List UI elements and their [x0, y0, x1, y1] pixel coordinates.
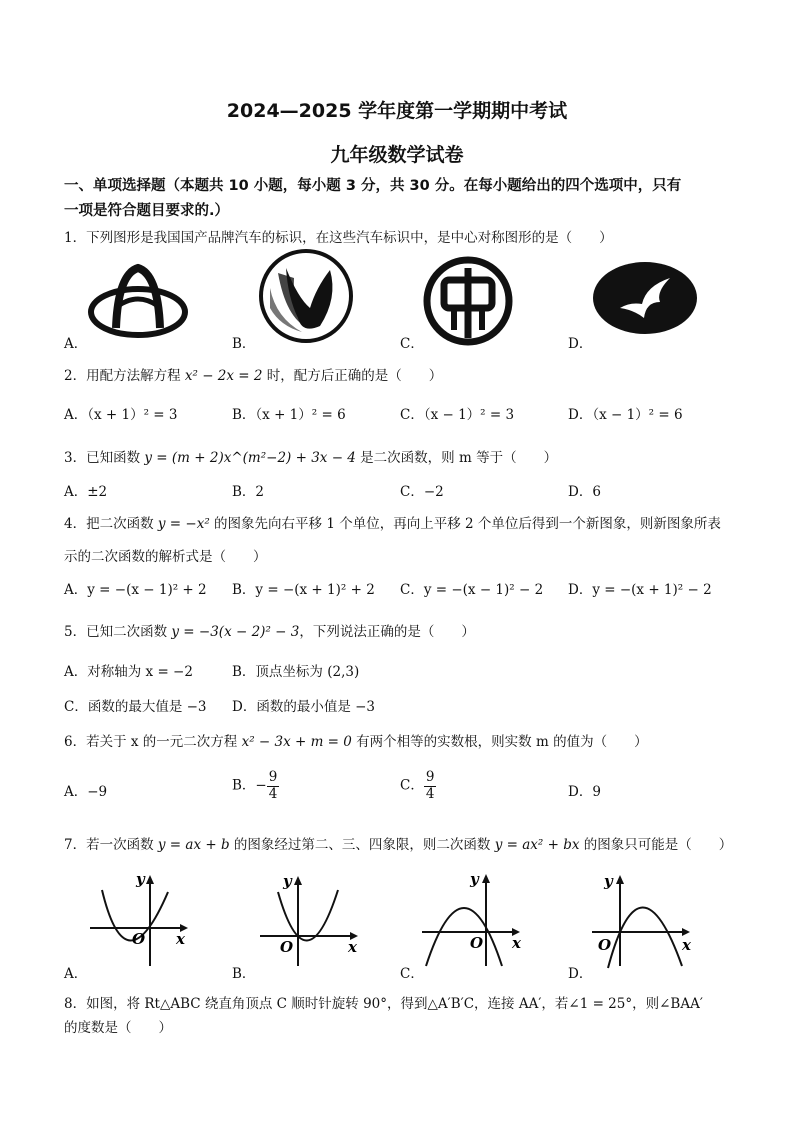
- q7-a-origin-label: O: [132, 930, 146, 948]
- q3-equation: y = (m + 2)x^(m²−2) + 3x − 4: [144, 450, 356, 466]
- q4-option-d: D．y = −(x + 1)² − 2: [568, 582, 712, 598]
- q6-option-b-label: B．−: [232, 777, 267, 794]
- section-heading-line2: 一项是符合题目要求的.）: [64, 203, 230, 219]
- q7-option-a-label: A．: [64, 966, 88, 982]
- q7-equation-2: y = ax² + bx: [494, 837, 580, 853]
- q2-option-b: B．（x + 1）² = 6: [232, 407, 346, 423]
- q7-c-origin-label: O: [470, 934, 484, 952]
- logo-a-icon: [88, 262, 188, 342]
- q7-graph-a: [88, 870, 198, 970]
- q2-suffix: 时，配方后正确的是（ ）: [262, 368, 443, 384]
- q2-prefix: 2．用配方法解方程: [64, 368, 185, 384]
- q7-option-c-label: C．: [400, 966, 424, 982]
- question-4-line1: [64, 512, 721, 532]
- q3-option-c: C．−2: [400, 484, 444, 500]
- q6-option-c-fraction: [424, 770, 437, 802]
- q2-option-d: D．（x − 1）² = 6: [568, 407, 683, 423]
- q6-option-b-fraction: [267, 770, 280, 802]
- q7-a-x-label: x: [176, 930, 185, 948]
- q1-option-c-label: C．: [400, 336, 424, 352]
- section-heading-line1: 一、单项选择题（本题共 10 小题，每小题 3 分，共 30 分。在每小题给出的四个选项中，只有: [64, 178, 682, 194]
- q3-option-a: A．±2: [64, 484, 108, 500]
- q2-equation: x² − 2x = 2: [184, 368, 263, 384]
- question-4-line2: 示的二次函数的解析式是（ ）: [64, 549, 267, 565]
- q3-option-d: D．6: [568, 484, 601, 500]
- q7-graph-d: [590, 870, 700, 970]
- q1-option-a-label: A．: [64, 336, 88, 352]
- q5-option-a: A．对称轴为 x = −2: [64, 664, 193, 680]
- question-3: [64, 446, 557, 466]
- q7-a-y-label: y: [136, 870, 145, 888]
- q7-d-x-label: x: [682, 936, 691, 954]
- q3-suffix: 是二次函数，则 m 等于（ ）: [355, 450, 558, 466]
- q4-suffix: 的图象先向右平移 1 个单位，再向上平移 2 个单位后得到一个新图象，则新图象所表: [209, 516, 721, 532]
- q7-prefix: 7．若一次函数: [64, 837, 158, 853]
- q6-suffix: 有两个相等的实数根，则实数 m 的值为（ ）: [351, 734, 648, 750]
- question-6: [64, 730, 648, 750]
- question-8-line1: 8．如图，将 Rt△ABC 绕直角顶点 C 顺时针旋转 90°，得到△A′B′C，连接 AA′，若∠1 = 25°，则∠BAA′: [64, 996, 703, 1012]
- q7-d-origin-label: O: [598, 936, 612, 954]
- q7-suffix: 的图象只可能是（ ）: [579, 837, 733, 853]
- q1-option-d-label: D．: [568, 336, 593, 352]
- q6-equation: x² − 3x + m = 0: [241, 734, 352, 750]
- q7-b-origin-label: O: [280, 938, 294, 956]
- question-8-line2: 的度数是（ ）: [64, 1020, 172, 1036]
- page-subtitle: 九年级数学试卷: [330, 144, 464, 166]
- q1-option-b-label: B．: [232, 336, 256, 352]
- q3-prefix: 3．已知函数: [64, 450, 145, 466]
- q3-option-b: B．2: [232, 484, 265, 500]
- logo-d-icon: [590, 258, 700, 338]
- q7-graph-b: [258, 870, 368, 970]
- q6-option-b: [232, 770, 279, 802]
- q5-suffix: ，下列说法正确的是（ ）: [299, 624, 475, 640]
- q6-b-denominator: 4: [268, 785, 278, 802]
- q5-prefix: 5．已知二次函数: [64, 624, 172, 640]
- q6-c-denominator: 4: [425, 785, 435, 802]
- question-7: [64, 833, 732, 853]
- q5-option-c: C．函数的最大值是 −3: [64, 699, 207, 715]
- q2-option-a: A．（x + 1）² = 3: [64, 407, 178, 423]
- q6-option-d: D．9: [568, 784, 601, 800]
- q6-option-c: [400, 770, 436, 802]
- q5-option-d: D．函数的最小值是 −3: [232, 699, 376, 715]
- q7-b-x-label: x: [348, 938, 357, 956]
- q6-c-numerator: 9: [425, 769, 435, 785]
- q4-option-a: A．y = −(x − 1)² + 2: [64, 582, 207, 598]
- q7-graph-c: [420, 870, 530, 970]
- q7-c-y-label: y: [470, 870, 479, 888]
- question-5: [64, 620, 475, 640]
- q5-equation: y = −3(x − 2)² − 3: [171, 624, 300, 640]
- q4-option-c: C．y = −(x − 1)² − 2: [400, 582, 544, 598]
- logo-b-icon: [258, 248, 354, 344]
- q6-b-numerator: 9: [268, 769, 278, 785]
- logo-c-icon: [420, 258, 516, 344]
- q7-d-y-label: y: [604, 872, 613, 890]
- q6-option-c-label: C．: [400, 777, 424, 794]
- question-2: [64, 364, 442, 384]
- q4-equation: y = −x²: [157, 516, 210, 532]
- q7-middle: 的图象经过第二、三、四象限，则二次函数: [229, 837, 495, 853]
- q4-option-b: B．y = −(x + 1)² + 2: [232, 582, 375, 598]
- q7-option-d-label: D．: [568, 966, 593, 982]
- q7-equation-1: y = ax + b: [157, 837, 230, 853]
- q6-option-a: A．−9: [64, 784, 108, 800]
- question-1: 1．下列图形是我国国产品牌汽车的标识，在这些汽车标识中，是中心对称图形的是（ ）: [64, 230, 613, 246]
- page-title: 2024—2025 学年度第一学期期中考试: [226, 100, 568, 122]
- q4-prefix: 4．把二次函数: [64, 516, 158, 532]
- q2-option-c: C．（x − 1）² = 3: [400, 407, 515, 423]
- q5-option-b: B．顶点坐标为 (2,3): [232, 664, 360, 680]
- q7-option-b-label: B．: [232, 966, 256, 982]
- q6-prefix: 6．若关于 x 的一元二次方程: [64, 734, 242, 750]
- q7-b-y-label: y: [283, 872, 292, 890]
- q7-c-x-label: x: [512, 934, 521, 952]
